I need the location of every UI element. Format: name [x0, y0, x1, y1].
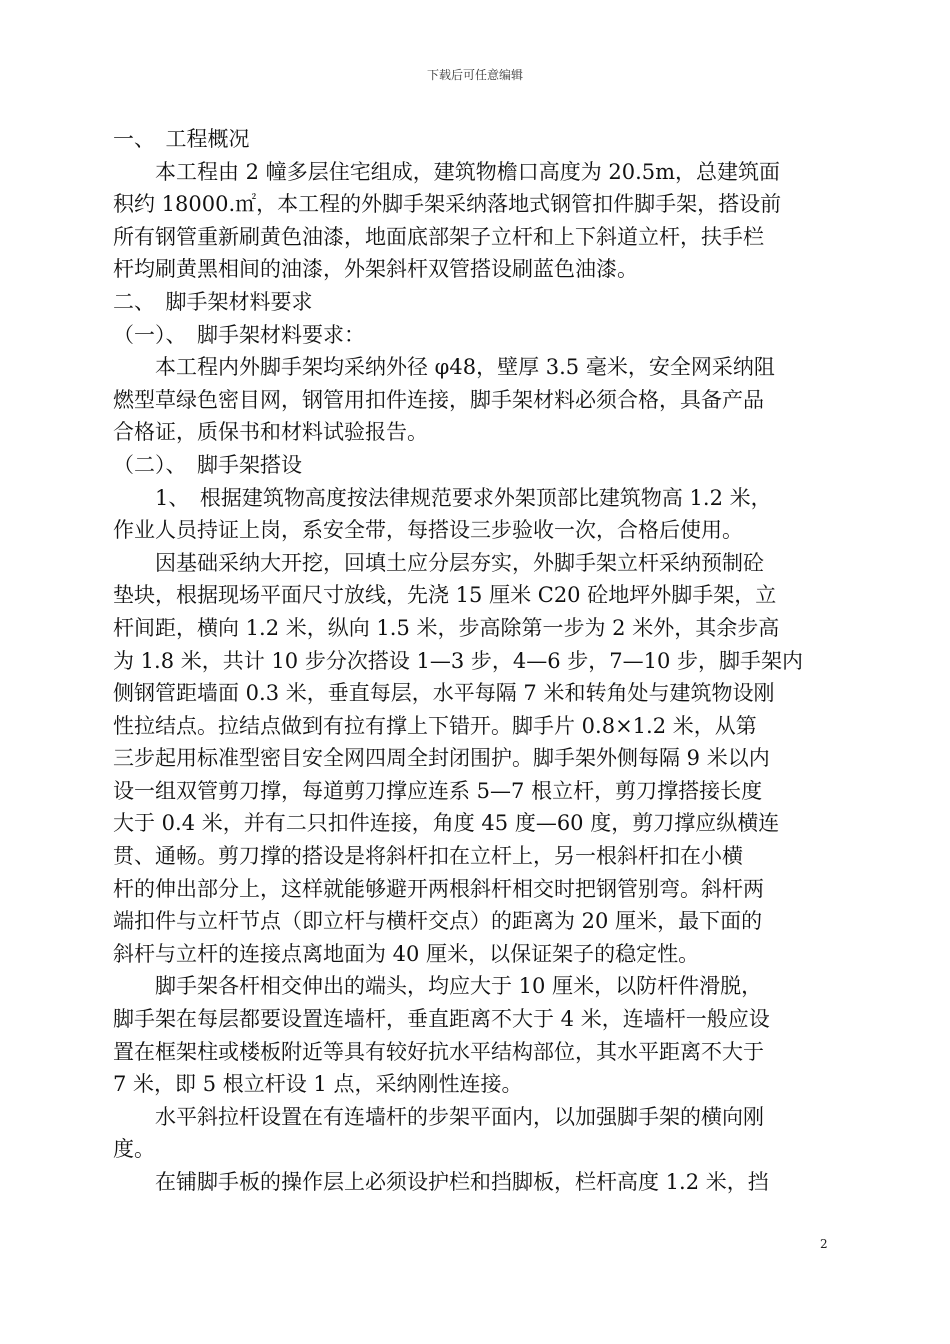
- body-line: 7 米，即 5 根立杆设 1 点，采纳刚性连接。: [113, 1072, 523, 1097]
- body-line: 置在框架柱或楼板附近等具有较好抗水平结构部位，其水平距离不大于: [113, 1039, 764, 1064]
- document-body: [113, 123, 839, 1199]
- body-line: 贯、通畅。剪刀撑的搭设是将斜杆扣在立杆上，另一根斜杆扣在小横: [113, 844, 743, 869]
- body-line: 大于 0.4 米，并有二只扣件连接，角度 45 度—60 度，剪刀撑应纵横连: [113, 811, 780, 836]
- body-line: 1、 根据建筑物高度按法律规范要求外架顶部比建筑物高 1.2 米，: [113, 485, 772, 510]
- page-header: 下载后可任意编辑: [426, 68, 523, 82]
- body-line: 合格证，质保书和材料试验报告。: [113, 420, 428, 445]
- body-line: 度。: [113, 1137, 155, 1162]
- body-line: 脚手架在每层都要设置连墙杆，垂直距离不大于 4 米，连墙杆一般应设: [113, 1007, 770, 1032]
- body-line: 脚手架各杆相交伸出的端头，均应大于 10 厘米，以防杆件滑脱，: [113, 974, 763, 999]
- body-line: 侧钢管距墙面 0.3 米，垂直每层，水平每隔 7 米和转角处与建筑物设刚: [113, 681, 775, 706]
- body-line: 在铺脚手板的操作层上必须设护栏和挡脚板，栏杆高度 1.2 米，挡: [113, 1170, 769, 1194]
- body-line: 杆的伸出部分上，这样就能够避开两根斜杆相交时把钢管别弯。斜杆两: [113, 876, 764, 901]
- body-line: 性拉结点。拉结点做到有拉有撑上下错开。脚手片 0.8×1.2 米，从第: [113, 713, 757, 738]
- body-line: 本工程内外脚手架均采纳外径 φ48，壁厚 3.5 毫米，安全网采纳阻: [113, 355, 775, 380]
- body-line: 因基础采纳大开挖，回填土应分层夯实，外脚手架立杆采纳预制砼: [113, 550, 764, 575]
- body-line: 燃型草绿色密目网，钢管用扣件连接，脚手架材料必须合格，具备产品: [113, 387, 764, 412]
- body-line: 杆间距，横向 1.2 米，纵向 1.5 米，步高除第一步为 2 米外，其余步高: [113, 615, 780, 640]
- body-line: 所有钢管重新刷黄色油漆，地面底部架子立杆和上下斜道立杆，扶手栏: [113, 224, 764, 249]
- body-line: 水平斜拉杆设置在有连墙杆的步架平面内，以加强脚手架的横向刚: [113, 1104, 764, 1129]
- body-line: 三步起用标准型密目安全网四周全封闭围护。脚手架外侧每隔 9 米以内: [113, 746, 770, 771]
- body-line: 本工程由 2 幢多层住宅组成，建筑物檐口高度为 20.5m，总建筑面: [113, 159, 781, 184]
- body-line: 设一组双管剪刀撑，每道剪刀撑应连系 5—7 根立杆，剪刀撑搭接长度: [113, 778, 763, 803]
- body-line: 垫块，根据现场平面尺寸放线，先浇 15 厘米 C20 砼地坪外脚手架，立: [113, 583, 777, 608]
- body-line: 端扣件与立杆节点（即立杆与横杆交点）的距离为 20 厘米，最下面的: [113, 909, 763, 934]
- body-line: 积约 18000.㎡，本工程的外脚手架采纳落地式钢管扣件脚手架，搭设前: [113, 192, 782, 217]
- body-line: 为 1.8 米，共计 10 步分次搭设 1—3 步，4—6 步，7—10 步，脚手架内: [113, 648, 804, 673]
- subsection-heading: （一）、 脚手架材料要求：: [113, 322, 365, 347]
- subsection-heading: （二）、 脚手架搭设: [113, 452, 302, 477]
- section-heading: 二、 脚手架材料要求: [113, 289, 313, 314]
- page-number: 2: [820, 1237, 828, 1251]
- body-line: 作业人员持证上岗，系安全带，每搭设三步验收一次，合格后使用。: [113, 518, 743, 543]
- section-heading: 一、 工程概况: [113, 127, 250, 151]
- body-line: 杆均刷黄黑相间的油漆，外架斜杆双管搭设刷蓝色油漆。: [113, 257, 638, 282]
- body-line: 斜杆与立杆的连接点离地面为 40 厘米，以保证架子的稳定性。: [113, 941, 700, 966]
